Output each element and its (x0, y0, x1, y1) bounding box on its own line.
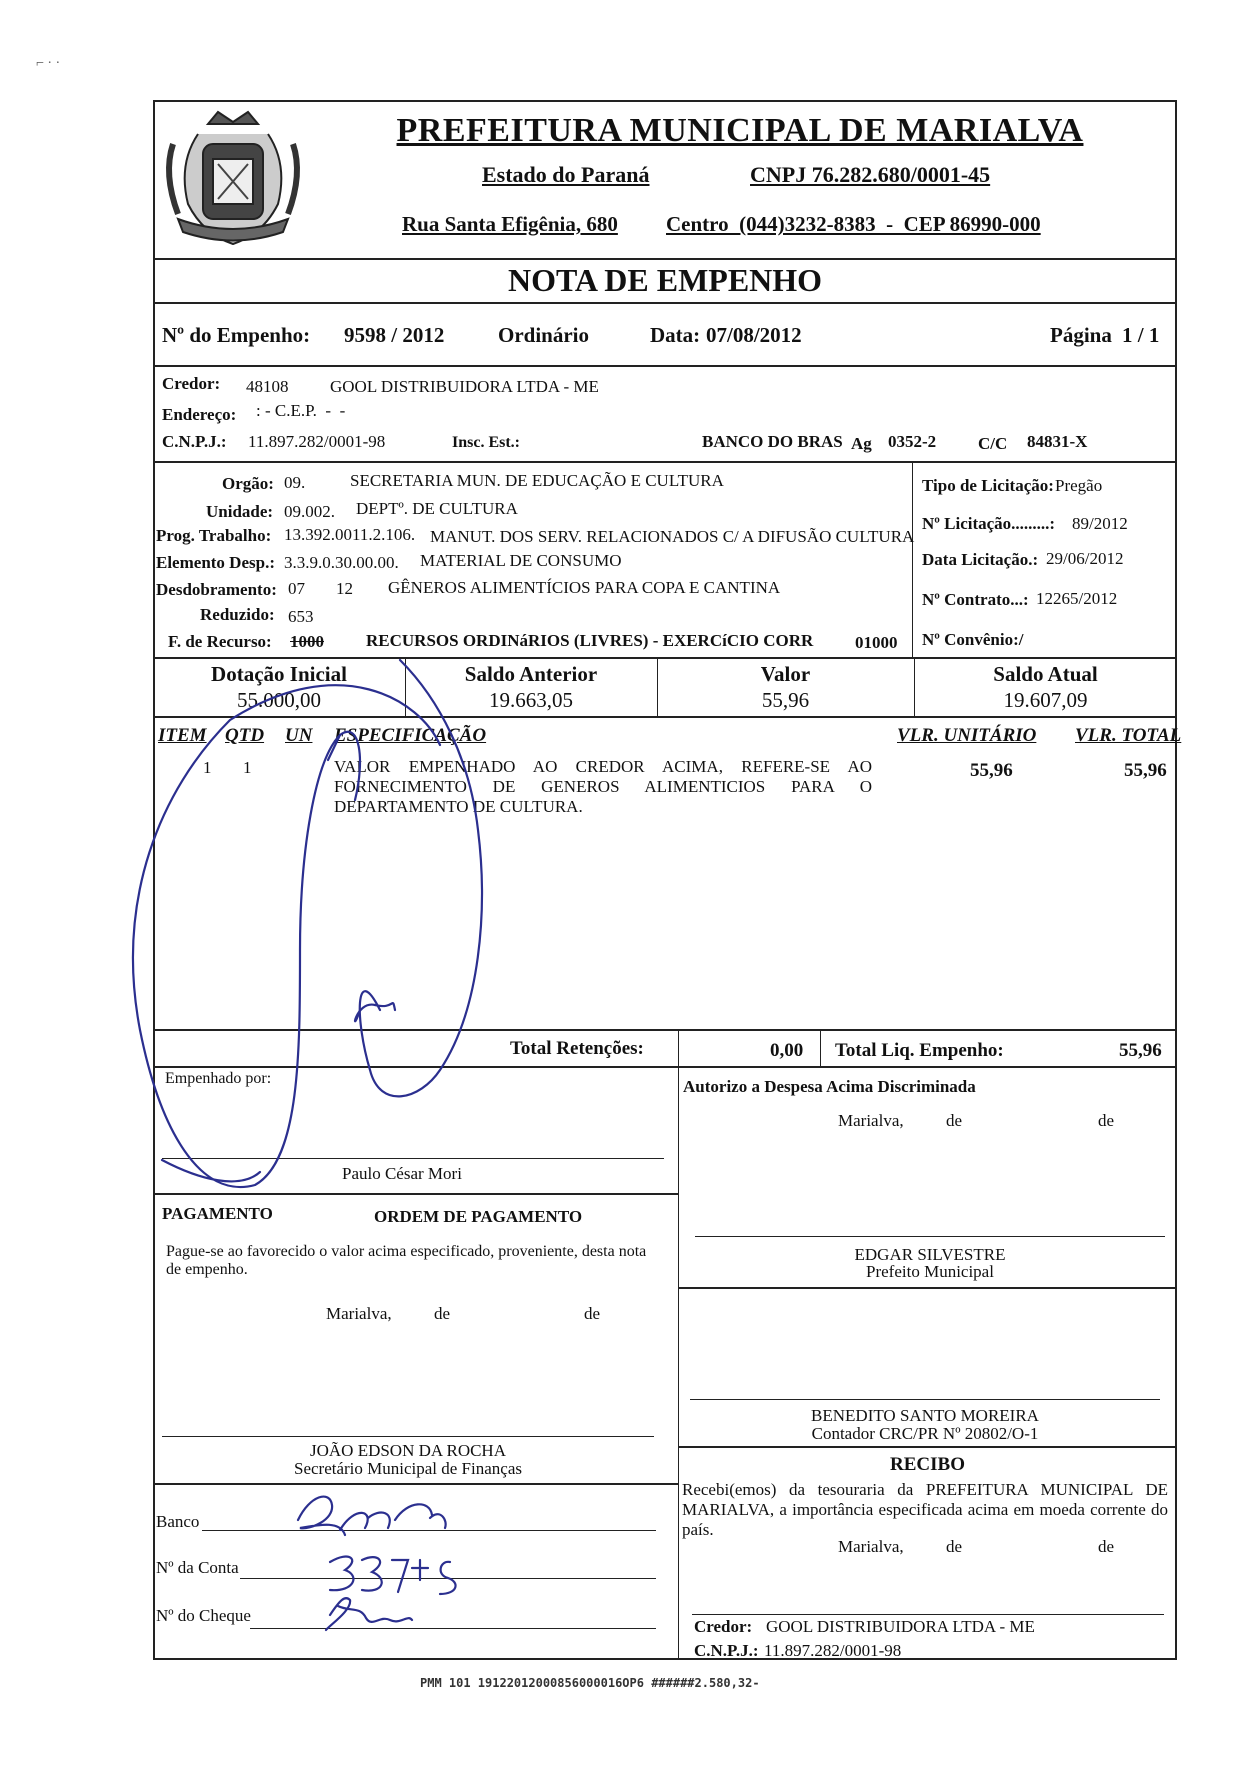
secretario-nome: JOÃO EDSON DA ROCHA (310, 1441, 506, 1460)
prog-cod: 13.392.0011.2.106. (284, 525, 416, 544)
liquido-label: Total Liq. Empenho: (835, 1040, 1004, 1061)
divider (678, 1029, 679, 1066)
cc-label: C/C (978, 434, 1008, 453)
ag-label: Ag (851, 434, 872, 453)
unidade-label: Unidade: (206, 502, 274, 521)
signature-line (692, 1614, 1164, 1615)
credor-label: Credor: (162, 374, 221, 393)
saldo-anterior-label: Saldo Anterior (464, 662, 598, 686)
orgao-label: Orgão: (222, 474, 274, 493)
empenho-numero: 9598 / 2012 (344, 323, 445, 347)
cheque-line (250, 1628, 656, 1629)
banco-line (202, 1530, 656, 1531)
header-centro: Centro (044)3232-8383 - CEP 86990-000 (666, 212, 1041, 236)
contador-nome: BENEDITO SANTO MOREIRA (811, 1406, 1039, 1425)
reduzido-label: Reduzido: (200, 605, 275, 624)
signature-line (695, 1236, 1165, 1237)
divider (153, 1066, 1177, 1068)
header-title: PREFEITURA MUNICIPAL DE MARIALVA (396, 112, 1084, 149)
recibo-de2: de (1098, 1537, 1115, 1556)
agencia: 0352-2 (888, 432, 937, 451)
divider (678, 1066, 679, 1660)
conta-line (240, 1578, 656, 1579)
dotacao-value: 55.000,00 (237, 688, 321, 712)
col-item: ITEM (158, 725, 207, 746)
recibo-credor: GOOL DISTRIBUIDORA LTDA - ME (766, 1617, 1035, 1636)
retencoes-value: 0,00 (770, 1040, 804, 1061)
divider (153, 461, 1177, 463)
unidade-cod: 09.002. (284, 502, 335, 521)
empenho-numero-label: Nº do Empenho: (162, 323, 311, 347)
num-licitacao: 89/2012 (1072, 514, 1128, 533)
desdob-label: Desdobramento: (156, 580, 277, 599)
credor-codigo: 48108 (246, 377, 289, 396)
recibo-local: Marialva, (838, 1537, 904, 1556)
pagamento-local: Marialva, (326, 1304, 392, 1323)
orgao-cod: 09. (284, 473, 306, 492)
empenhado-nome: Paulo César Mori (342, 1164, 462, 1183)
banco-label: Banco (156, 1512, 200, 1531)
prog-label: Prog. Trabalho: (156, 526, 272, 545)
item-especificacao: VALOR EMPENHADO AO CREDOR ACIMA, REFERE-SE AO FORNECIMENTO DE GENEROS ALIMENTICIOS PARA O DEPARTAMENTO DE CULTURA. (334, 757, 872, 816)
col-vlr-total: VLR. TOTAL (1075, 725, 1182, 746)
recibo-cnpj: 11.897.282/0001-98 (764, 1641, 902, 1660)
recibo-de1: de (946, 1537, 963, 1556)
divider (153, 302, 1177, 304)
empenho-data-label: Data: (650, 323, 701, 347)
footer-code: PMM 101 19122012000856000016OP6 ######2.580,32- (420, 1676, 760, 1690)
ordem-pagamento-label: ORDEM DE PAGAMENTO (374, 1207, 583, 1226)
empenho-tipo: Ordinário (498, 323, 590, 347)
orgao-nome: SECRETARIA MUN. DE EDUCAÇÃO E CULTURA (350, 471, 724, 490)
col-un: UN (285, 725, 313, 746)
pagamento-texto: Pague-se ao favorecido o valor acima especificado, proveniente, desta nota de empenho. (166, 1243, 647, 1278)
valor-value: 55,96 (761, 688, 810, 712)
conta-label: Nº da Conta (156, 1558, 239, 1577)
prefeito-nome: EDGAR SILVESTRE (854, 1245, 1006, 1264)
col-qtd: QTD (225, 725, 265, 746)
pagamento-label: PAGAMENTO (162, 1204, 273, 1223)
item-vlr-total: 55,96 (1124, 760, 1167, 781)
saldo-atual-label: Saldo Atual (993, 662, 1098, 686)
pagamento-de2: de (584, 1304, 601, 1323)
scan-mark: ⌐ · · (36, 56, 61, 71)
elemento-cod: 3.3.9.0.30.00.00. (284, 553, 399, 572)
recurso-cod: 1000 (290, 632, 324, 651)
cheque-label: Nº do Cheque (156, 1606, 251, 1625)
secretario-cargo: Secretário Municipal de Finanças (293, 1459, 522, 1478)
liquido-value: 55,96 (1119, 1040, 1162, 1061)
convenio-label: Nº Convênio:/ (922, 630, 1024, 649)
signature-line (162, 1158, 664, 1159)
endereco-label: Endereço: (162, 405, 237, 424)
signature-line (162, 1436, 654, 1437)
recibo-label: RECIBO (890, 1454, 965, 1475)
endereco-value: : - C.E.P. - - (256, 401, 346, 420)
divider (153, 365, 1177, 367)
divider (153, 1029, 1177, 1031)
autorizo-label: Autorizo a Despesa Acima Discriminada (683, 1077, 976, 1096)
empenho-data: 07/08/2012 (706, 323, 802, 347)
signature-line (690, 1399, 1160, 1400)
divider (153, 716, 1177, 718)
item-number: 1 (203, 758, 212, 777)
coat-of-arms-icon (158, 104, 308, 254)
header-cnpj: CNPJ 76.282.680/0001-45 (750, 162, 991, 187)
divider (153, 1483, 678, 1485)
desdob-cod1: 07 (288, 579, 305, 598)
saldo-atual-value: 19.607,09 (1003, 688, 1088, 712)
divider (153, 258, 1177, 260)
elemento-nome: MATERIAL DE CONSUMO (420, 551, 622, 570)
recurso-label: F. de Recurso: (168, 632, 272, 651)
autorizo-de1: de (946, 1111, 963, 1130)
header-estado: Estado do Paraná (482, 162, 650, 187)
credor-nome: GOOL DISTRIBUIDORA LTDA - ME (330, 377, 599, 396)
desdob-cod2: 12 (336, 579, 353, 598)
doc-title: NOTA DE EMPENHO (507, 262, 823, 298)
contador-cargo: Contador CRC/PR Nº 20802/O-1 (811, 1424, 1039, 1443)
empenhado-label: Empenhado por: (165, 1070, 272, 1087)
col-especificacao: ESPECIFICAÇÃO (334, 725, 487, 746)
divider (153, 657, 1177, 659)
conta-corrente: 84831-X (1027, 432, 1088, 451)
item-vlr-unitario: 55,96 (970, 760, 1013, 781)
tipo-licitacao-label: Tipo de Licitação: (922, 476, 1054, 495)
pagamento-de1: de (434, 1304, 451, 1323)
divider (912, 461, 913, 657)
prog-nome: MANUT. DOS SERV. RELACIONADOS C/ A DIFUSÃO CULTURA (430, 527, 915, 546)
tipo-licitacao: Pregão (1055, 476, 1103, 495)
pagina-label: Página (1050, 323, 1112, 347)
autorizo-local: Marialva, (838, 1111, 904, 1130)
recurso-nome: RECURSOS ORDINáRIOS (LIVRES) - EXERCíCIO CORR (366, 631, 814, 650)
item-qtd: 1 (243, 758, 252, 777)
retencoes-label: Total Retenções: (510, 1038, 644, 1059)
recibo-texto: Recebi(emos) da tesouraria da PREFEITURA MUNICIPAL DE MARIALVA, a importância especificada acima em moeda corrente do país. (682, 1480, 1168, 1539)
prefeito-cargo: Prefeito Municipal (866, 1262, 994, 1281)
insc-label: Insc. Est.: (452, 434, 521, 451)
dotacao-label: Dotação Inicial (211, 662, 347, 686)
saldo-anterior-value: 19.663,05 (489, 688, 573, 712)
desdob-nome: GÊNEROS ALIMENTÍCIOS PARA COPA E CANTINA (388, 578, 781, 597)
num-licitacao-label: Nº Licitação.........: (922, 514, 1056, 533)
credor-cnpj: 11.897.282/0001-98 (248, 432, 386, 451)
elemento-label: Elemento Desp.: (156, 553, 275, 572)
divider (153, 1193, 678, 1195)
divider (678, 1446, 1177, 1448)
col-vlr-unitario: VLR. UNITÁRIO (897, 725, 1037, 746)
data-licitacao-label: Data Licitação.: (922, 550, 1039, 569)
header-endereco: Rua Santa Efigênia, 680 (402, 212, 618, 236)
data-licitacao: 29/06/2012 (1046, 549, 1124, 568)
recurso-num: 01000 (855, 633, 898, 652)
banco-nome: BANCO DO BRAS (702, 432, 843, 451)
contrato-label: Nº Contrato...: (922, 590, 1029, 609)
recibo-credor-label: Credor: (694, 1617, 753, 1636)
contrato-value: 12265/2012 (1036, 589, 1118, 608)
recibo-cnpj-label: C.N.P.J.: (694, 1641, 759, 1660)
valor-label: Valor (760, 662, 811, 686)
divider (678, 1287, 1177, 1289)
unidade-nome: DEPTº. DE CULTURA (356, 499, 518, 518)
cnpj-label: C.N.P.J.: (162, 432, 227, 451)
autorizo-de2: de (1098, 1111, 1115, 1130)
divider (820, 1029, 821, 1066)
pagina-value: 1 / 1 (1122, 323, 1160, 347)
reduzido-value: 653 (288, 607, 314, 626)
